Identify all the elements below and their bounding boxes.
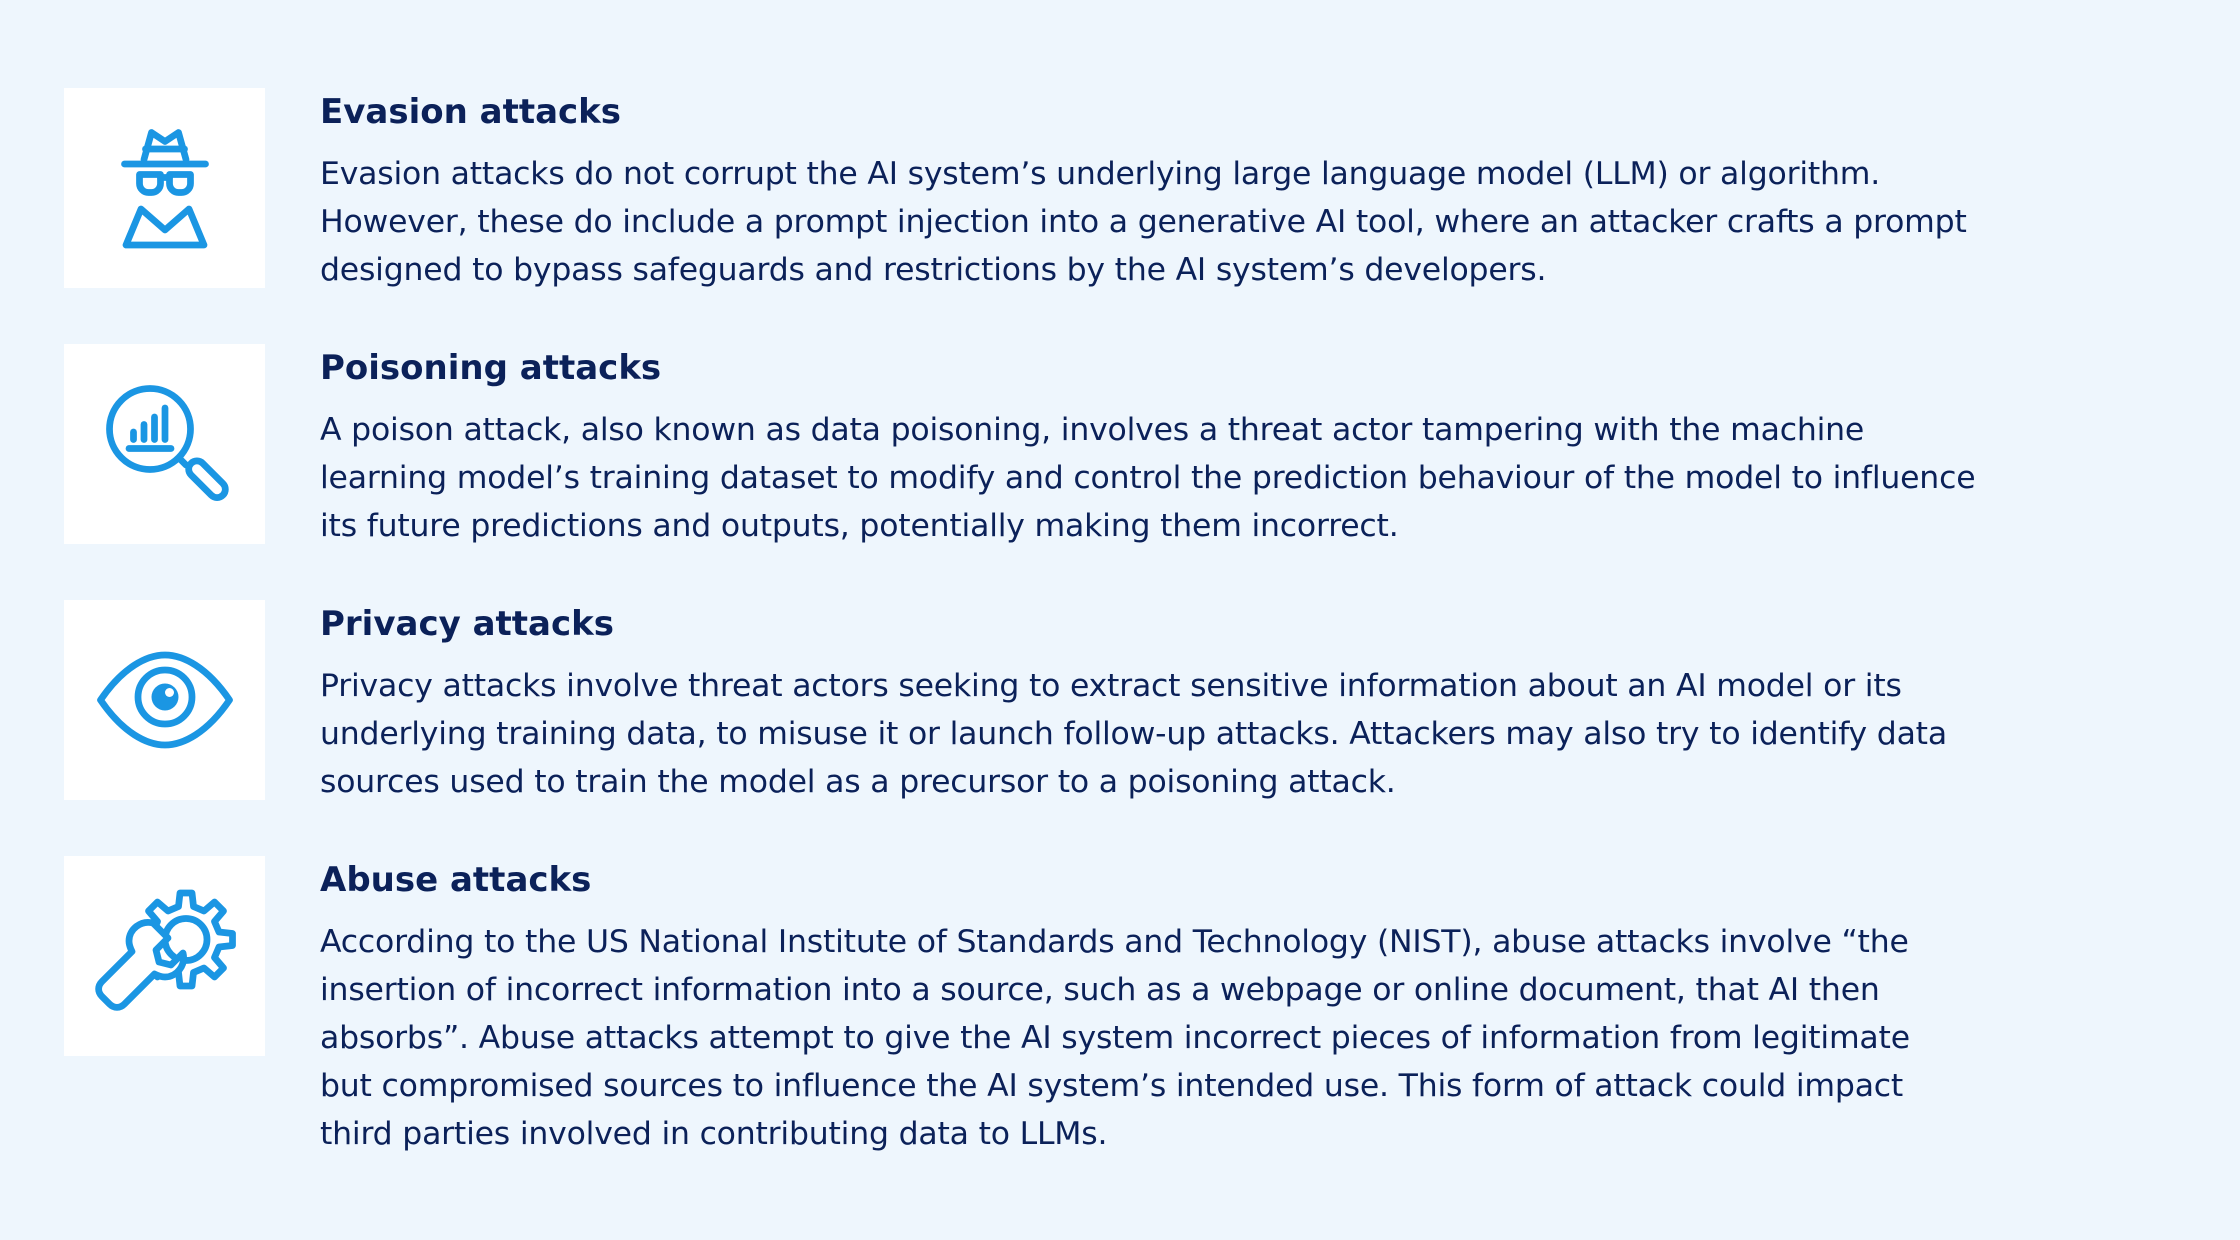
item-text xyxy=(320,856,2180,1158)
description-line: but compromised sources to influence the AI system’s intended use. This form of attack could impact xyxy=(320,1068,1904,1104)
description-line: According to the US National Institute of Standards and Technology (NIST), abuse attacks involve “the xyxy=(320,924,1909,960)
icon-tile xyxy=(64,344,265,544)
icon-tile xyxy=(64,88,265,288)
attack-types-list xyxy=(64,88,2184,1176)
description-line: Evasion attacks do not corrupt the AI system’s underlying large language model (LLM) or algorithm. xyxy=(320,156,1881,192)
item-heading: Abuse attacks xyxy=(320,860,592,900)
description-line: However, these do include a prompt injection into a generative AI tool, where an attacker crafts a prompt xyxy=(320,204,1967,240)
item-text xyxy=(320,88,2180,294)
description-line: underlying training data, to misuse it or launch follow-up attacks. Attackers may also try to identify data xyxy=(320,716,1947,752)
spy-icon xyxy=(90,113,240,263)
description-line: Privacy attacks involve threat actors seeking to extract sensitive information about an AI model or its xyxy=(320,668,1902,704)
item-heading: Privacy attacks xyxy=(320,604,614,644)
description-line: learning model’s training dataset to modify and control the prediction behaviour of the model to influence xyxy=(320,460,1976,496)
item-description xyxy=(320,918,2180,1158)
item-text xyxy=(320,344,2180,550)
item-text xyxy=(320,600,2180,806)
description-line: third parties involved in contributing data to LLMs. xyxy=(320,1116,1108,1152)
list-item-abuse xyxy=(64,856,2184,1176)
eye-icon xyxy=(90,625,240,775)
item-description xyxy=(320,150,2180,294)
item-heading: Evasion attacks xyxy=(320,92,622,132)
description-line: A poison attack, also known as data poisoning, involves a threat actor tampering with the machine xyxy=(320,412,1865,448)
icon-tile xyxy=(64,600,265,800)
description-line: designed to bypass safeguards and restrictions by the AI system’s developers. xyxy=(320,252,1547,288)
list-item-evasion xyxy=(64,88,2184,344)
magnifier-chart-icon xyxy=(90,369,240,519)
gear-wrench-icon xyxy=(90,881,240,1031)
icon-tile xyxy=(64,856,265,1056)
item-description xyxy=(320,406,2180,550)
description-line: its future predictions and outputs, potentially making them incorrect. xyxy=(320,508,1399,544)
description-line: absorbs”. Abuse attacks attempt to give the AI system incorrect pieces of information from legitimate xyxy=(320,1020,1910,1056)
item-description xyxy=(320,662,2180,806)
item-heading: Poisoning attacks xyxy=(320,348,662,388)
description-line: sources used to train the model as a precursor to a poisoning attack. xyxy=(320,764,1396,800)
list-item-privacy xyxy=(64,600,2184,856)
description-line: insertion of incorrect information into a source, such as a webpage or online document, that AI then xyxy=(320,972,1880,1008)
list-item-poisoning xyxy=(64,344,2184,600)
